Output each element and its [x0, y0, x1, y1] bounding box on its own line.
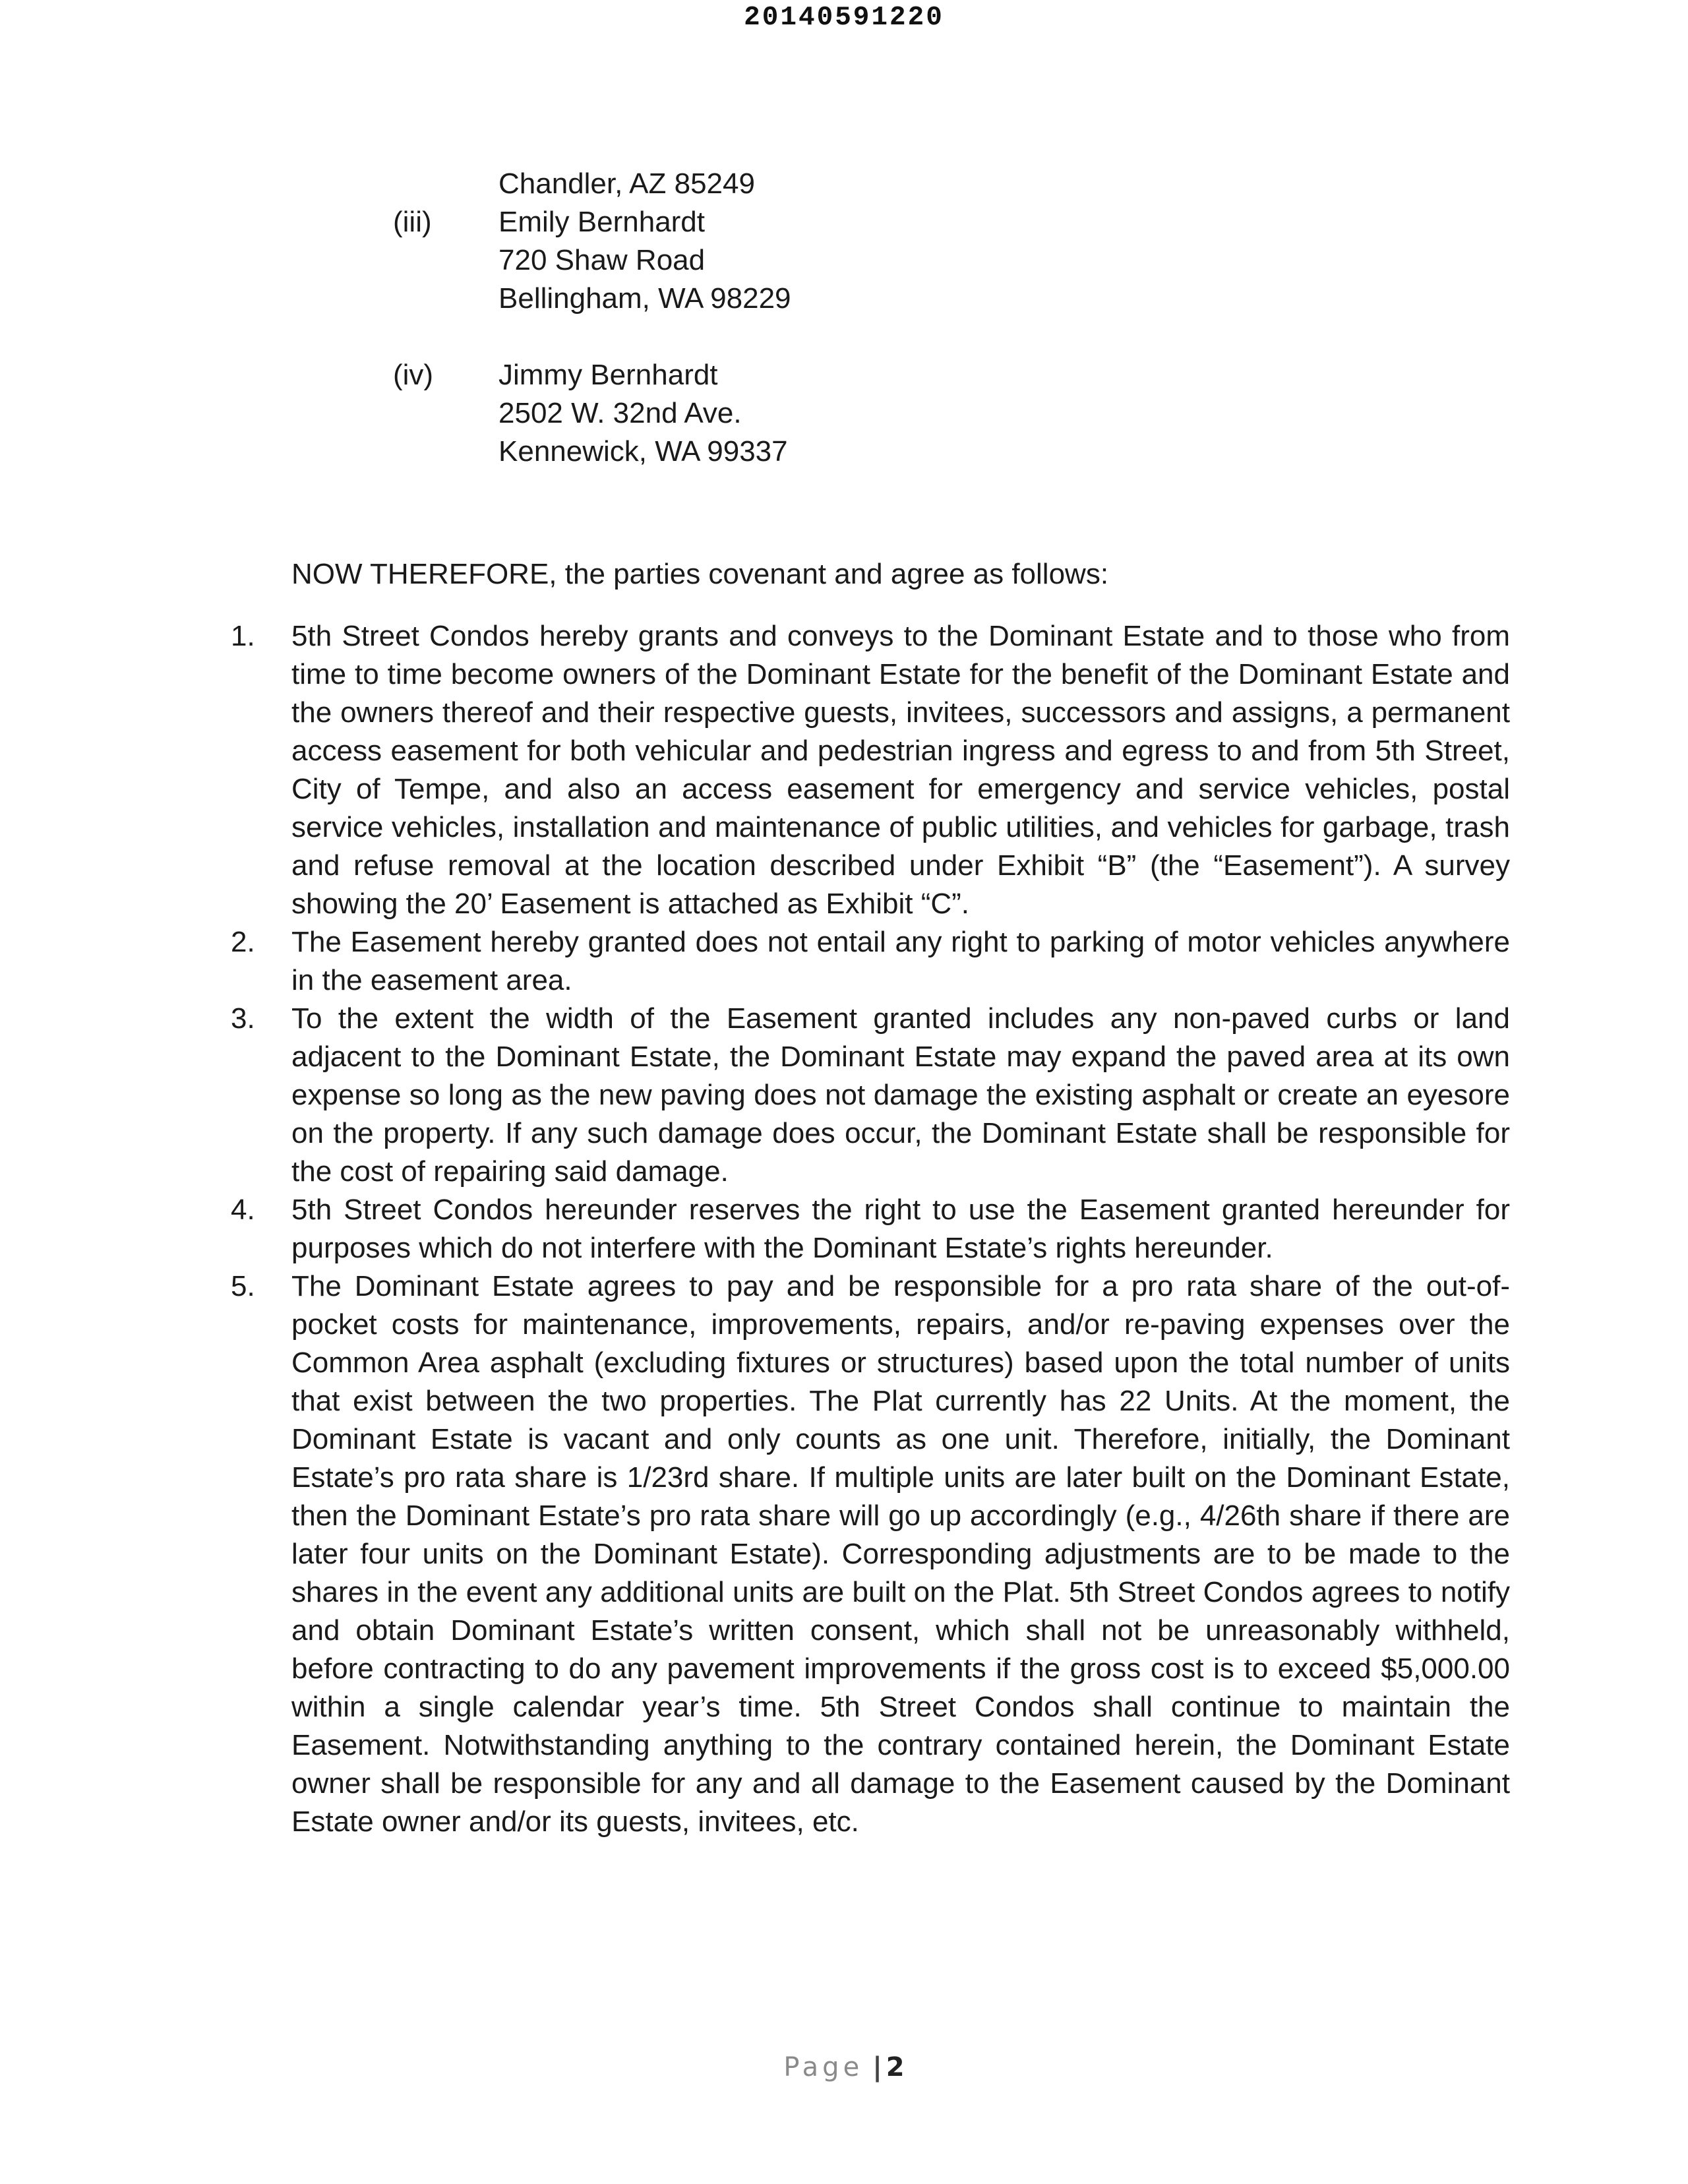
address-label: (iv) — [393, 359, 434, 391]
address-line: Bellingham, WA 98229 — [498, 282, 791, 315]
address-line: 2502 W. 32nd Ave. — [498, 397, 742, 429]
item-number: 4. — [231, 1194, 255, 1226]
address-label: (iii) — [393, 206, 432, 238]
covenant-item-2 — [231, 923, 1510, 1000]
item-number: 2. — [231, 926, 255, 958]
page-footer — [0, 2052, 1688, 2082]
page-number: 2 — [886, 2052, 905, 2082]
item-number: 1. — [231, 620, 255, 652]
covenant-item-1 — [231, 617, 1510, 923]
address-line: Chandler, AZ 85249 — [498, 167, 755, 200]
document-number: 20140591220 — [744, 3, 944, 33]
item-text: The Dominant Estate agrees to pay and be responsible for a pro rata share of the out-of-pocket costs for maintenance, improvements, repairs, and/or re-paving expenses over the Common Area asphalt (excluding fixtures or structures) based upon the total number of units that exist between the two properties. The Plat currently has 22 Units. At the moment, the Dominant Estate is vacant and only counts as one unit. Therefore, initially, the Dominant Estate’s pro rata share is 1/23rd share. If multiple units are later built on the Dominant Estate, then the Dominant Estate’s pro rata share will go up accordingly (e.g., 4/26th share if there are later four units on the Dominant Estate). Corresponding adjustments are to be made to the shares in the event any additional units are built on the Plat. 5th Street Condos agrees to notify and obtain Dominant Estate’s written consent, which shall not be unreasonably withheld, before contracting to do any pavement improvements if the gross cost is to exceed $5,000.00 within a single calendar year’s time. 5th Street Condos shall continue to maintain the Easement. Notwithstanding anything to the contrary contained herein, the Dominant Estate owner shall be responsible for any and all damage to the Easement caused by the Dominant Estate owner and/or its guests, invitees, etc. — [291, 1270, 1510, 1838]
covenant-list — [231, 617, 1510, 1841]
item-number: 3. — [231, 1002, 255, 1035]
address-line: 720 Shaw Road — [498, 244, 706, 276]
item-text: The Easement hereby granted does not entail any right to parking of motor vehicles anywhere in the easement area. — [291, 926, 1510, 996]
covenant-item-3 — [231, 1000, 1510, 1191]
covenant-item-5 — [231, 1267, 1510, 1841]
item-number: 5. — [231, 1270, 255, 1302]
covenant-item-4 — [231, 1191, 1510, 1267]
address-line: Jimmy Bernhardt — [498, 359, 718, 391]
address-line: Kennewick, WA 99337 — [498, 435, 788, 468]
page-separator: | — [872, 2052, 882, 2082]
item-text: 5th Street Condos hereby grants and conveys to the Dominant Estate and to those who from time to time become owners of the Dominant Estate for the benefit of the Dominant Estate and the owners thereof and their respective guests, invitees, successors and assigns, a permanent access easement for both vehicular and pedestrian ingress and egress to and from 5th Street, City of Tempe, and also an access easement for emergency and service vehicles, postal service vehicles, installation and maintenance of public utilities, and vehicles for garbage, trash and refuse removal at the location described under Exhibit “B” (the “Easement”). A survey showing the 20’ Easement is attached as Exhibit “C”. — [291, 620, 1510, 920]
item-text: 5th Street Condos hereunder reserves the right to use the Easement granted hereunder for purposes which do not interfere with the Dominant Estate’s rights hereunder. — [291, 1194, 1510, 1264]
address-line: Emily Bernhardt — [498, 206, 706, 238]
page-label: Page — [783, 2052, 864, 2082]
covenant-intro: NOW THEREFORE, the parties covenant and agree as follows: — [291, 558, 1109, 590]
item-text: To the extent the width of the Easement granted includes any non-paved curbs or land adjacent to the Dominant Estate, the Dominant Estate may expand the paved area at its own expense so long as the new paving does not damage the existing asphalt or create an eyesore on the property. If any such damage does occur, the Dominant Estate shall be responsible for the cost of repairing said damage. — [291, 1002, 1510, 1188]
